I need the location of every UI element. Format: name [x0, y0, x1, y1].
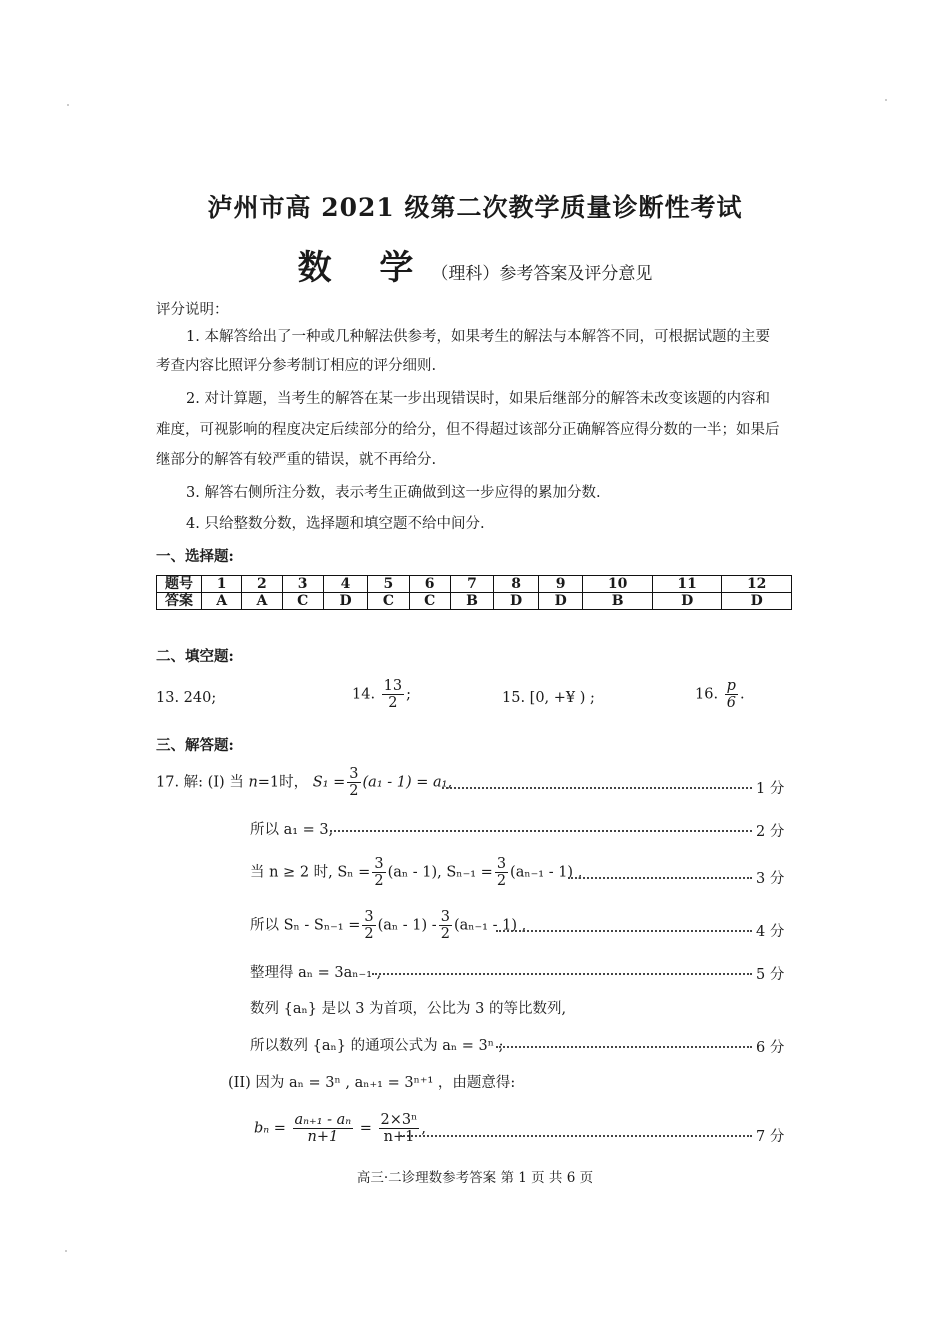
question-number: 5	[368, 576, 409, 593]
q17-intro: 17. 解: (I) 当	[156, 774, 244, 791]
numerator: 3	[364, 909, 374, 925]
fraction	[382, 678, 404, 711]
answer-14	[352, 678, 411, 711]
solution-step-2: 所以 a₁ = 3,	[250, 822, 334, 838]
answer-cell: A	[202, 593, 242, 610]
question-number: 1	[202, 576, 242, 593]
numerator: 3	[440, 909, 450, 925]
denominator: 2	[374, 873, 384, 889]
fraction	[439, 909, 452, 942]
answer-cell: B	[450, 593, 494, 610]
dotted-leader	[496, 929, 752, 932]
math-text: =	[359, 1120, 372, 1137]
answer-cell: B	[583, 593, 652, 610]
score-mark: 6 分	[756, 1040, 785, 1056]
denominator: 2	[388, 695, 398, 711]
instruction-2-line-1: 2. 对计算题，当考生的解答在某一步出现错误时，如果后继部分的解答未改变该题的内容和	[186, 391, 770, 407]
score-mark: 3 分	[756, 871, 785, 887]
answer-16	[695, 678, 745, 711]
solution-step-8	[254, 1112, 426, 1145]
instruction-1-line-2: 考查内容比照评分参考制订相应的评分细则.	[156, 358, 437, 374]
question-number: 6	[409, 576, 450, 593]
dotted-leader	[372, 972, 752, 975]
numerator: 13	[383, 678, 403, 694]
score-mark: 7 分	[756, 1129, 785, 1145]
section-choice-heading: 一、选择题:	[156, 548, 234, 565]
solution-step-1	[156, 766, 452, 799]
question-number: 9	[538, 576, 583, 593]
answer-cell: C	[282, 593, 323, 610]
numerator: aₙ₊₁ - aₙ	[294, 1112, 352, 1128]
denominator: 2	[364, 926, 374, 942]
math-var: n	[248, 774, 258, 791]
scan-speck	[67, 104, 69, 106]
section-fill-heading: 二、填空题:	[156, 648, 234, 665]
denominator: n+1	[307, 1129, 339, 1145]
denominator: 2	[349, 783, 359, 799]
numerator: 3	[374, 856, 384, 872]
denominator: 2	[496, 873, 507, 889]
answer-14-tail: ;	[406, 686, 412, 703]
math-text: (aₙ₋₁ - 1) ,	[510, 864, 583, 881]
question-number-row	[157, 576, 792, 593]
math-text: (aₙ - 1) -	[377, 917, 437, 934]
answer-cell: A	[242, 593, 282, 610]
scan-speck	[885, 99, 887, 101]
question-number: 8	[494, 576, 539, 593]
numerator: 2×3ⁿ	[380, 1112, 418, 1128]
answer-16-tail: .	[739, 686, 745, 703]
scan-speck	[65, 1250, 67, 1252]
math-text: =1时，	[257, 774, 309, 791]
score-mark: 5 分	[756, 967, 785, 983]
numerator: 3	[349, 766, 359, 782]
numerator: p	[726, 678, 736, 694]
dotted-leader	[442, 786, 752, 789]
question-number: 4	[323, 576, 368, 593]
instruction-1-line-1: 1. 本解答给出了一种或几种解法供参考，如果考生的解法与本解答不同，可根据试题的主要	[186, 329, 770, 345]
question-number: 3	[282, 576, 323, 593]
answer-cell: D	[323, 593, 368, 610]
instruction-3: 3. 解答右侧所注分数，表示考生正确做到这一步应得的累加分数.	[186, 485, 601, 501]
solution-step-4	[250, 909, 526, 942]
row-label: 答案	[157, 593, 202, 610]
math-text: 所以 Sₙ - Sₙ₋₁ =	[250, 917, 361, 934]
question-number: 10	[583, 576, 652, 593]
math-text: S₁ =	[312, 774, 346, 791]
answer-cell: D	[494, 593, 539, 610]
dotted-leader	[496, 1045, 752, 1048]
numerator: 3	[496, 856, 507, 872]
page-footer: 高三·二诊理数参考答案 第 1 页 共 6 页	[356, 1170, 594, 1186]
solution-part-2: (II) 因为 aₙ = 3ⁿ , aₙ₊₁ = 3ⁿ⁺¹ ，由题意得:	[228, 1075, 516, 1091]
subtitle-tail: （理科）参考答案及评分意见	[431, 264, 653, 284]
denominator: n+1	[383, 1129, 415, 1145]
math-text: (aₙ - 1), Sₙ₋₁ =	[387, 864, 493, 881]
fraction	[293, 1112, 354, 1145]
dotted-leader	[330, 829, 752, 832]
answer-cell: C	[368, 593, 409, 610]
instruction-2-line-3: 继部分的解答有较严重的错误，就不再给分.	[156, 452, 437, 468]
dotted-leader	[568, 876, 752, 879]
score-mark: 4 分	[756, 924, 785, 940]
math-text: bₙ =	[254, 1120, 286, 1137]
section-solution-heading: 三、解答题:	[156, 737, 234, 754]
instruction-2-line-2: 难度，可视影响的程度决定后续部分的给分，但不得超过该部分正确解答应得分数的一半；如果后	[156, 422, 780, 438]
answer-row	[157, 593, 792, 610]
fraction	[372, 856, 385, 889]
answer-cell: D	[722, 593, 792, 610]
choice-answer-table	[156, 575, 792, 610]
solution-step-7: 所以数列 {aₙ} 的通项公式为 aₙ = 3ⁿ ;	[250, 1038, 504, 1054]
answer-15: 15. [0, +¥ ) ;	[502, 690, 595, 706]
fraction	[725, 678, 738, 711]
instructions-heading: 评分说明：	[156, 302, 229, 318]
denominator: 6	[726, 695, 736, 711]
subject-name: 数 学	[297, 248, 432, 288]
math-text: 当 n ≥ 2 时, Sₙ =	[250, 864, 371, 881]
question-number: 7	[450, 576, 494, 593]
fraction	[347, 766, 360, 799]
document-subtitle	[0, 240, 950, 289]
denominator: 2	[440, 926, 450, 942]
answer-14-label: 14.	[352, 686, 376, 703]
math-text: ,	[421, 1120, 427, 1137]
answer-cell: C	[409, 593, 450, 610]
math-text: (a₁ - 1) = a₁,	[362, 774, 453, 791]
answer-13: 13. 240;	[156, 690, 217, 706]
score-mark: 1 分	[756, 781, 785, 797]
question-number: 2	[242, 576, 282, 593]
score-mark: 2 分	[756, 824, 785, 840]
fraction	[495, 856, 508, 889]
solution-step-3	[250, 856, 582, 889]
fraction	[362, 909, 375, 942]
fraction	[379, 1112, 420, 1145]
solution-step-5: 整理得 aₙ = 3aₙ₋₁ ,	[250, 965, 382, 981]
answer-cell: D	[652, 593, 721, 610]
solution-step-6: 数列 {aₙ} 是以 3 为首项，公比为 3 的等比数列,	[250, 1001, 567, 1017]
row-label: 题号	[157, 576, 202, 593]
document-title: 泸州市高 2021 级第二次教学质量诊断性考试	[207, 193, 743, 222]
instruction-4: 4. 只给整数分数，选择题和填空题不给中间分.	[186, 516, 485, 532]
dotted-leader	[400, 1134, 752, 1137]
question-number: 11	[652, 576, 721, 593]
answer-16-label: 16.	[695, 686, 719, 703]
question-number: 12	[722, 576, 792, 593]
math-text: (aₙ₋₁ - 1) ,	[453, 917, 527, 934]
answer-cell: D	[538, 593, 583, 610]
